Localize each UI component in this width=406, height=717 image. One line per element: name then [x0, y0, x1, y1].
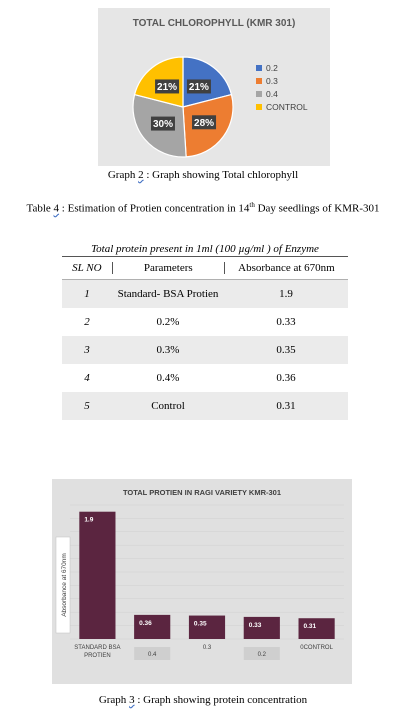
- table-row: [62, 364, 348, 392]
- pie-data-label: 30%: [152, 119, 173, 131]
- bar-data-label: 0.35: [193, 620, 207, 628]
- bar-caption-prefix: Graph: [98, 694, 130, 706]
- x-tick-label: 0CONTROL: [300, 645, 333, 651]
- legend-entry: CONTROL: [266, 102, 308, 112]
- table-title: [0, 201, 406, 215]
- cell-absorbance: 0.35: [276, 344, 296, 356]
- cell-parameter: 0.3%: [156, 344, 180, 356]
- legend-entry: 0.2: [266, 63, 278, 73]
- table-title-sup: th: [249, 201, 255, 209]
- cell-parameter: 0.4%: [156, 372, 180, 384]
- cell-absorbance: 1.9: [279, 288, 293, 300]
- table-title-number: 4: [53, 202, 60, 215]
- pie-chart: [98, 8, 330, 166]
- bar-caption: [0, 694, 406, 706]
- table-title-suffix: Day seedlings of KMR-301: [254, 202, 380, 215]
- bar-data-label: 0.36: [139, 619, 152, 627]
- pie-data-label: 21%: [157, 81, 178, 93]
- legend-entry: 0.3: [266, 76, 278, 86]
- cell-absorbance: 0.33: [276, 316, 296, 328]
- pie-caption-prefix: Graph: [107, 169, 139, 181]
- bar-caption-text: : Graph showing protein concentration: [134, 694, 308, 706]
- legend-entry: 0.4: [266, 89, 278, 99]
- pie-chart-panel: [98, 8, 330, 166]
- cell-sl: 4: [84, 372, 90, 384]
- cell-parameter: Control: [151, 400, 185, 412]
- legend-swatch: [256, 78, 262, 84]
- legend-swatch: [256, 65, 262, 71]
- cell-sl: 5: [84, 400, 90, 412]
- table-row: [62, 336, 348, 364]
- bar-data-label: 0.33: [248, 621, 262, 629]
- bar-chart: [52, 479, 352, 684]
- legend-swatch: [256, 91, 262, 97]
- bar-data-label: 1.9: [84, 516, 94, 524]
- bar-caption-number: 3: [129, 694, 135, 706]
- pie-caption-number: 2: [138, 169, 144, 181]
- cell-sl: 1: [84, 288, 90, 300]
- pie-caption: [0, 169, 406, 181]
- bar-data-label: 0.31: [303, 623, 317, 631]
- pie-chart-title: TOTAL CHLOROPHYLL (KMR 301): [132, 18, 296, 29]
- col-header-absorbance: Absorbance at 670nm: [224, 262, 348, 274]
- cell-absorbance: 0.31: [276, 400, 296, 412]
- x-tick-label: 0.3: [202, 645, 212, 651]
- table-header-row: [62, 257, 348, 280]
- bar: [134, 615, 170, 639]
- col-header-parameters: Parameters: [112, 262, 224, 274]
- table-row: [62, 308, 348, 336]
- bar: [79, 512, 115, 639]
- cell-parameter: 0.2%: [156, 316, 180, 328]
- bar-chart-panel: [52, 479, 352, 684]
- table-title-prefix: Table: [26, 202, 54, 215]
- x-tick-label: STANDARD BSA PROTIEN: [74, 645, 121, 659]
- table-row: [62, 392, 348, 420]
- protein-table: [62, 243, 348, 420]
- pie-caption-text: : Graph showing Total chlorophyll: [143, 169, 299, 181]
- table-row: [62, 280, 348, 308]
- y-axis-label: Absorbance at 670nm: [61, 553, 68, 617]
- pie-data-label: 28%: [194, 117, 215, 129]
- x-tick-label: 0.4: [148, 652, 157, 658]
- legend-swatch: [256, 104, 262, 110]
- cell-absorbance: 0.36: [276, 372, 296, 384]
- bar-chart-title: TOTAL PROTIEN IN RAGI VARIETY KMR-301: [122, 488, 282, 497]
- x-tick-label: 0.2: [257, 652, 266, 658]
- table-heading: Total protein present in 1ml (100 µg/ml ) of Enzyme: [62, 243, 348, 257]
- pie-data-label: 21%: [188, 81, 209, 93]
- cell-sl: 2: [84, 316, 90, 328]
- cell-parameter: Standard- BSA Protien: [117, 288, 219, 300]
- cell-sl: 3: [84, 344, 90, 356]
- table-title-text: : Estimation of Protien concentration in 14: [59, 202, 250, 215]
- col-header-sl: SL NO: [72, 262, 102, 274]
